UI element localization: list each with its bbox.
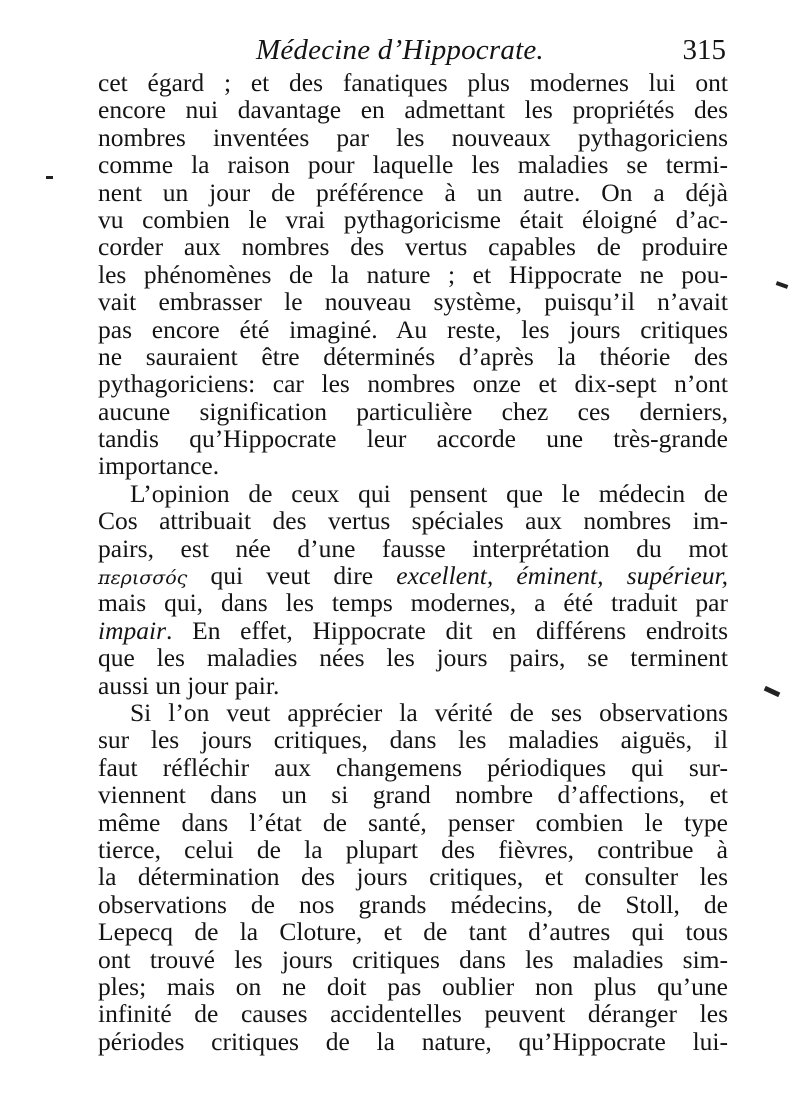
text-line: nent un jour de préférence à un autre. On a déjà xyxy=(98,177,728,207)
text-line: sur les jours critiques, dans les maladies aiguës, il xyxy=(98,725,728,755)
text-line: encore nui davantage en admettant les propriétés des xyxy=(98,95,728,125)
margin-speck-mark xyxy=(776,281,789,289)
page-number: 315 xyxy=(682,34,726,66)
paragraph-start-line: Si l’on veut apprécier la vérité de ses observations xyxy=(130,697,728,727)
text-line: ont trouvé les jours critiques dans les maladies sim- xyxy=(98,944,728,974)
italic-phrase: excellent, éminent, supérieur, xyxy=(396,561,728,591)
text-line: même dans l’état de santé, penser combien le type xyxy=(98,807,728,837)
body-text xyxy=(98,69,728,1055)
text-line: tandis qu’Hippocrate leur accorde une très-grande xyxy=(98,424,728,454)
text-line: tierce, celui de la plupart des fièvres, contribue à xyxy=(98,834,728,864)
text-line: nombres inventées par les nouveaux pythagoriciens xyxy=(98,122,728,152)
text-line: la détermination des jours critiques, et consulter les xyxy=(98,862,728,892)
text-line: pairs, est née d’une fausse interprétation du mot xyxy=(98,533,728,563)
text-line: périodes critiques de la nature, qu’Hippocrate lui- xyxy=(98,1026,728,1056)
text-line: ne sauraient être déterminés d’après la théorie des xyxy=(98,341,728,371)
margin-speck-mark xyxy=(764,686,781,697)
text-line: comme la raison pour laquelle les maladies se termi- xyxy=(98,150,728,180)
text-line: περισσός qui veut dire excellent, éminent, supérieur, xyxy=(98,561,728,591)
greek-word: περισσός xyxy=(98,567,188,590)
text-line: que les maladies nées les jours pairs, se terminent xyxy=(98,643,728,673)
text-line: aucune signification particulière chez ces derniers, xyxy=(98,396,728,426)
running-head: Médecine d’Hippocrate. xyxy=(256,34,544,66)
margin-dash-mark xyxy=(46,176,53,179)
text-line: Lepecq de la Cloture, et de tant d’autres qui tous xyxy=(98,917,728,947)
text-line: mais qui, dans les temps modernes, a été traduit par xyxy=(98,588,728,618)
text-line: ples; mais on ne doit pas oublier non plus qu’une xyxy=(98,971,728,1001)
text-line: importance. xyxy=(98,451,220,481)
text-line: infinité de causes accidentelles peuvent déranger les xyxy=(98,999,728,1029)
text-line: Cos attribuait des vertus spéciales aux nombres im- xyxy=(98,506,728,536)
italic-word: impair xyxy=(98,615,167,645)
text-line: pas encore été imaginé. Au reste, les jours critiques xyxy=(98,314,728,344)
text-line: les phénomènes de la nature ; et Hippocrate ne pou- xyxy=(98,259,728,289)
text-line: cet égard ; et des fanatiques plus modernes lui ont xyxy=(98,68,728,97)
page-header xyxy=(256,32,726,72)
text-line: vu combien le vrai pythagoricisme était éloigné d’ac- xyxy=(98,204,728,234)
text-line: corder aux nombres des vertus capables de produire xyxy=(98,232,728,262)
text-line: pythagoriciens: car les nombres onze et dix-sept n’ont xyxy=(98,369,728,399)
paragraph-start-line: L’opinion de ceux qui pensent que le médecin de xyxy=(130,478,728,508)
text-line: aussi un jour pair. xyxy=(98,670,280,700)
text-line: observations de nos grands médecins, de Stoll, de xyxy=(98,889,728,919)
text-line: faut réfléchir aux changemens périodiques qui sur- xyxy=(98,752,728,782)
text-line: vait embrasser le nouveau système, puisqu’il n’avait xyxy=(98,287,728,317)
text-line: impair. En effet, Hippocrate dit en différens endroits xyxy=(98,615,728,645)
text-line: viennent dans un si grand nombre d’affections, et xyxy=(98,780,728,810)
